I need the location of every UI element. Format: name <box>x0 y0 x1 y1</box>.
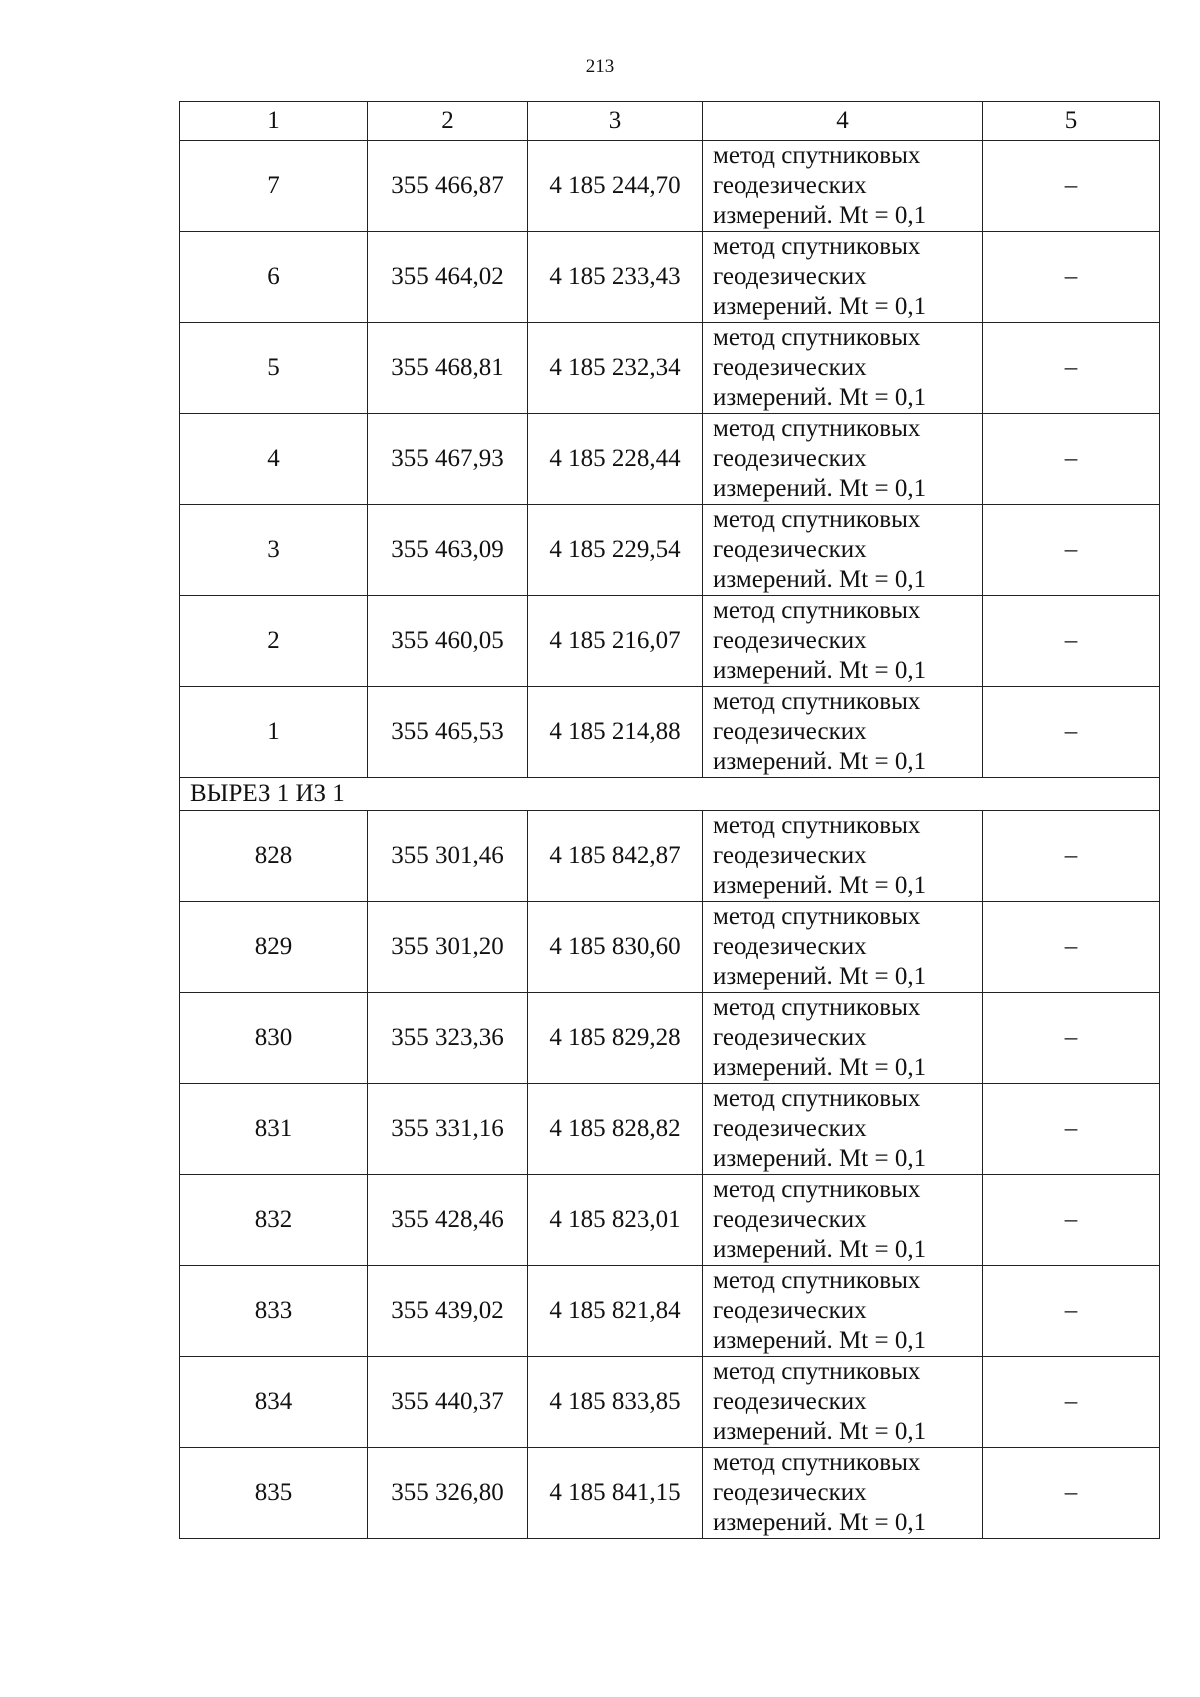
method-line: измерений. Mt = 0,1 <box>713 872 927 899</box>
method-description <box>703 811 983 902</box>
coordinate-x: 355 463,09 <box>368 505 528 596</box>
table-row <box>180 141 1160 232</box>
method-line: измерений. Mt = 0,1 <box>713 748 927 775</box>
note-value: – <box>983 141 1160 232</box>
coordinate-x: 355 466,87 <box>368 141 528 232</box>
coordinate-x: 355 468,81 <box>368 323 528 414</box>
method-line: геодезических <box>713 263 867 290</box>
coordinate-x: 355 465,53 <box>368 687 528 778</box>
method-description <box>703 687 983 778</box>
method-line: геодезических <box>713 1479 867 1506</box>
method-line: метод спутниковых <box>713 688 921 715</box>
coordinate-x: 355 428,46 <box>368 1175 528 1266</box>
coordinate-x: 355 301,20 <box>368 902 528 993</box>
coordinate-y: 4 185 833,85 <box>528 1357 703 1448</box>
coordinate-y: 4 185 244,70 <box>528 141 703 232</box>
method-line: измерений. Mt = 0,1 <box>713 1509 927 1536</box>
table-header-row <box>180 102 1160 141</box>
coordinate-x: 355 440,37 <box>368 1357 528 1448</box>
point-number: 831 <box>180 1084 368 1175</box>
method-line: геодезических <box>713 627 867 654</box>
table-row <box>180 811 1160 902</box>
page-number: 213 <box>585 56 615 77</box>
column-header-2: 2 <box>368 102 528 141</box>
note-value: – <box>983 232 1160 323</box>
coordinate-y: 4 185 821,84 <box>528 1266 703 1357</box>
table-row <box>180 1357 1160 1448</box>
method-line: измерений. Mt = 0,1 <box>713 475 927 502</box>
method-line: метод спутниковых <box>713 903 921 930</box>
table-row <box>180 1448 1160 1539</box>
note-value: – <box>983 1175 1160 1266</box>
coordinate-y: 4 185 214,88 <box>528 687 703 778</box>
method-description <box>703 1266 983 1357</box>
point-number: 1 <box>180 687 368 778</box>
method-line: метод спутниковых <box>713 415 921 442</box>
note-value: – <box>983 993 1160 1084</box>
coordinate-x: 355 460,05 <box>368 596 528 687</box>
coordinate-y: 4 185 842,87 <box>528 811 703 902</box>
coordinate-y: 4 185 829,28 <box>528 993 703 1084</box>
method-description <box>703 1175 983 1266</box>
point-number: 7 <box>180 141 368 232</box>
method-line: измерений. Mt = 0,1 <box>713 657 927 684</box>
method-line: геодезических <box>713 172 867 199</box>
method-description <box>703 1357 983 1448</box>
column-header-3: 3 <box>528 102 703 141</box>
method-line: метод спутниковых <box>713 1267 921 1294</box>
point-number: 828 <box>180 811 368 902</box>
point-number: 4 <box>180 414 368 505</box>
section-label: ВЫРЕЗ 1 ИЗ 1 <box>180 778 1160 811</box>
coordinate-y: 4 185 229,54 <box>528 505 703 596</box>
coordinate-y: 4 185 216,07 <box>528 596 703 687</box>
method-description <box>703 1448 983 1539</box>
method-line: метод спутниковых <box>713 1176 921 1203</box>
coordinate-x: 355 464,02 <box>368 232 528 323</box>
method-line: измерений. Mt = 0,1 <box>713 1418 927 1445</box>
method-description <box>703 596 983 687</box>
point-number: 6 <box>180 232 368 323</box>
note-value: – <box>983 1084 1160 1175</box>
method-line: геодезических <box>713 1388 867 1415</box>
method-description <box>703 414 983 505</box>
point-number: 3 <box>180 505 368 596</box>
note-value: – <box>983 1266 1160 1357</box>
method-line: геодезических <box>713 933 867 960</box>
point-number: 829 <box>180 902 368 993</box>
coordinate-y: 4 185 228,44 <box>528 414 703 505</box>
method-line: геодезических <box>713 1024 867 1051</box>
note-value: – <box>983 902 1160 993</box>
column-header-4: 4 <box>703 102 983 141</box>
method-line: метод спутниковых <box>713 1085 921 1112</box>
coordinate-x: 355 301,46 <box>368 811 528 902</box>
point-number: 835 <box>180 1448 368 1539</box>
table-row <box>180 505 1160 596</box>
method-line: измерений. Mt = 0,1 <box>713 293 927 320</box>
note-value: – <box>983 505 1160 596</box>
method-description <box>703 232 983 323</box>
table-row <box>180 993 1160 1084</box>
method-line: метод спутниковых <box>713 812 921 839</box>
method-line: измерений. Mt = 0,1 <box>713 384 927 411</box>
note-value: – <box>983 414 1160 505</box>
method-line: геодезических <box>713 536 867 563</box>
note-value: – <box>983 323 1160 414</box>
table-row <box>180 232 1160 323</box>
method-line: метод спутниковых <box>713 1449 921 1476</box>
method-description <box>703 323 983 414</box>
coordinate-y: 4 185 828,82 <box>528 1084 703 1175</box>
point-number: 833 <box>180 1266 368 1357</box>
table-row <box>180 414 1160 505</box>
coordinate-x: 355 439,02 <box>368 1266 528 1357</box>
method-description <box>703 993 983 1084</box>
table-row <box>180 323 1160 414</box>
method-line: измерений. Mt = 0,1 <box>713 1145 927 1172</box>
method-line: геодезических <box>713 445 867 472</box>
method-line: измерений. Mt = 0,1 <box>713 963 927 990</box>
point-number: 2 <box>180 596 368 687</box>
method-line: геодезических <box>713 842 867 869</box>
method-line: геодезических <box>713 354 867 381</box>
coordinate-x: 355 323,36 <box>368 993 528 1084</box>
method-line: метод спутниковых <box>713 994 921 1021</box>
coordinate-y: 4 185 232,34 <box>528 323 703 414</box>
column-header-5: 5 <box>983 102 1160 141</box>
table-row <box>180 1175 1160 1266</box>
point-number: 834 <box>180 1357 368 1448</box>
method-description <box>703 902 983 993</box>
method-line: метод спутниковых <box>713 1358 921 1385</box>
method-description <box>703 505 983 596</box>
coordinate-y: 4 185 823,01 <box>528 1175 703 1266</box>
point-number: 830 <box>180 993 368 1084</box>
method-line: измерений. Mt = 0,1 <box>713 202 927 229</box>
method-line: метод спутниковых <box>713 597 921 624</box>
method-line: метод спутниковых <box>713 233 921 260</box>
point-number: 5 <box>180 323 368 414</box>
table-row <box>180 1084 1160 1175</box>
method-line: измерений. Mt = 0,1 <box>713 1236 927 1263</box>
method-line: метод спутниковых <box>713 324 921 351</box>
method-description <box>703 1084 983 1175</box>
coordinate-y: 4 185 233,43 <box>528 232 703 323</box>
coordinate-x: 355 331,16 <box>368 1084 528 1175</box>
coordinate-y: 4 185 830,60 <box>528 902 703 993</box>
method-line: геодезических <box>713 718 867 745</box>
table-row <box>180 687 1160 778</box>
note-value: – <box>983 811 1160 902</box>
coordinate-x: 355 326,80 <box>368 1448 528 1539</box>
method-line: измерений. Mt = 0,1 <box>713 1054 927 1081</box>
method-line: измерений. Mt = 0,1 <box>713 566 927 593</box>
method-line: метод спутниковых <box>713 142 921 169</box>
method-line: геодезических <box>713 1115 867 1142</box>
column-header-1: 1 <box>180 102 368 141</box>
method-line: геодезических <box>713 1297 867 1324</box>
method-description <box>703 141 983 232</box>
section-header-row <box>180 778 1160 811</box>
method-line: метод спутниковых <box>713 506 921 533</box>
note-value: – <box>983 687 1160 778</box>
note-value: – <box>983 596 1160 687</box>
method-line: измерений. Mt = 0,1 <box>713 1327 927 1354</box>
coordinates-table <box>179 101 1160 1539</box>
method-line: геодезических <box>713 1206 867 1233</box>
coordinate-y: 4 185 841,15 <box>528 1448 703 1539</box>
table-row <box>180 1266 1160 1357</box>
note-value: – <box>983 1448 1160 1539</box>
coordinate-x: 355 467,93 <box>368 414 528 505</box>
table-row <box>180 596 1160 687</box>
table-row <box>180 902 1160 993</box>
note-value: – <box>983 1357 1160 1448</box>
point-number: 832 <box>180 1175 368 1266</box>
